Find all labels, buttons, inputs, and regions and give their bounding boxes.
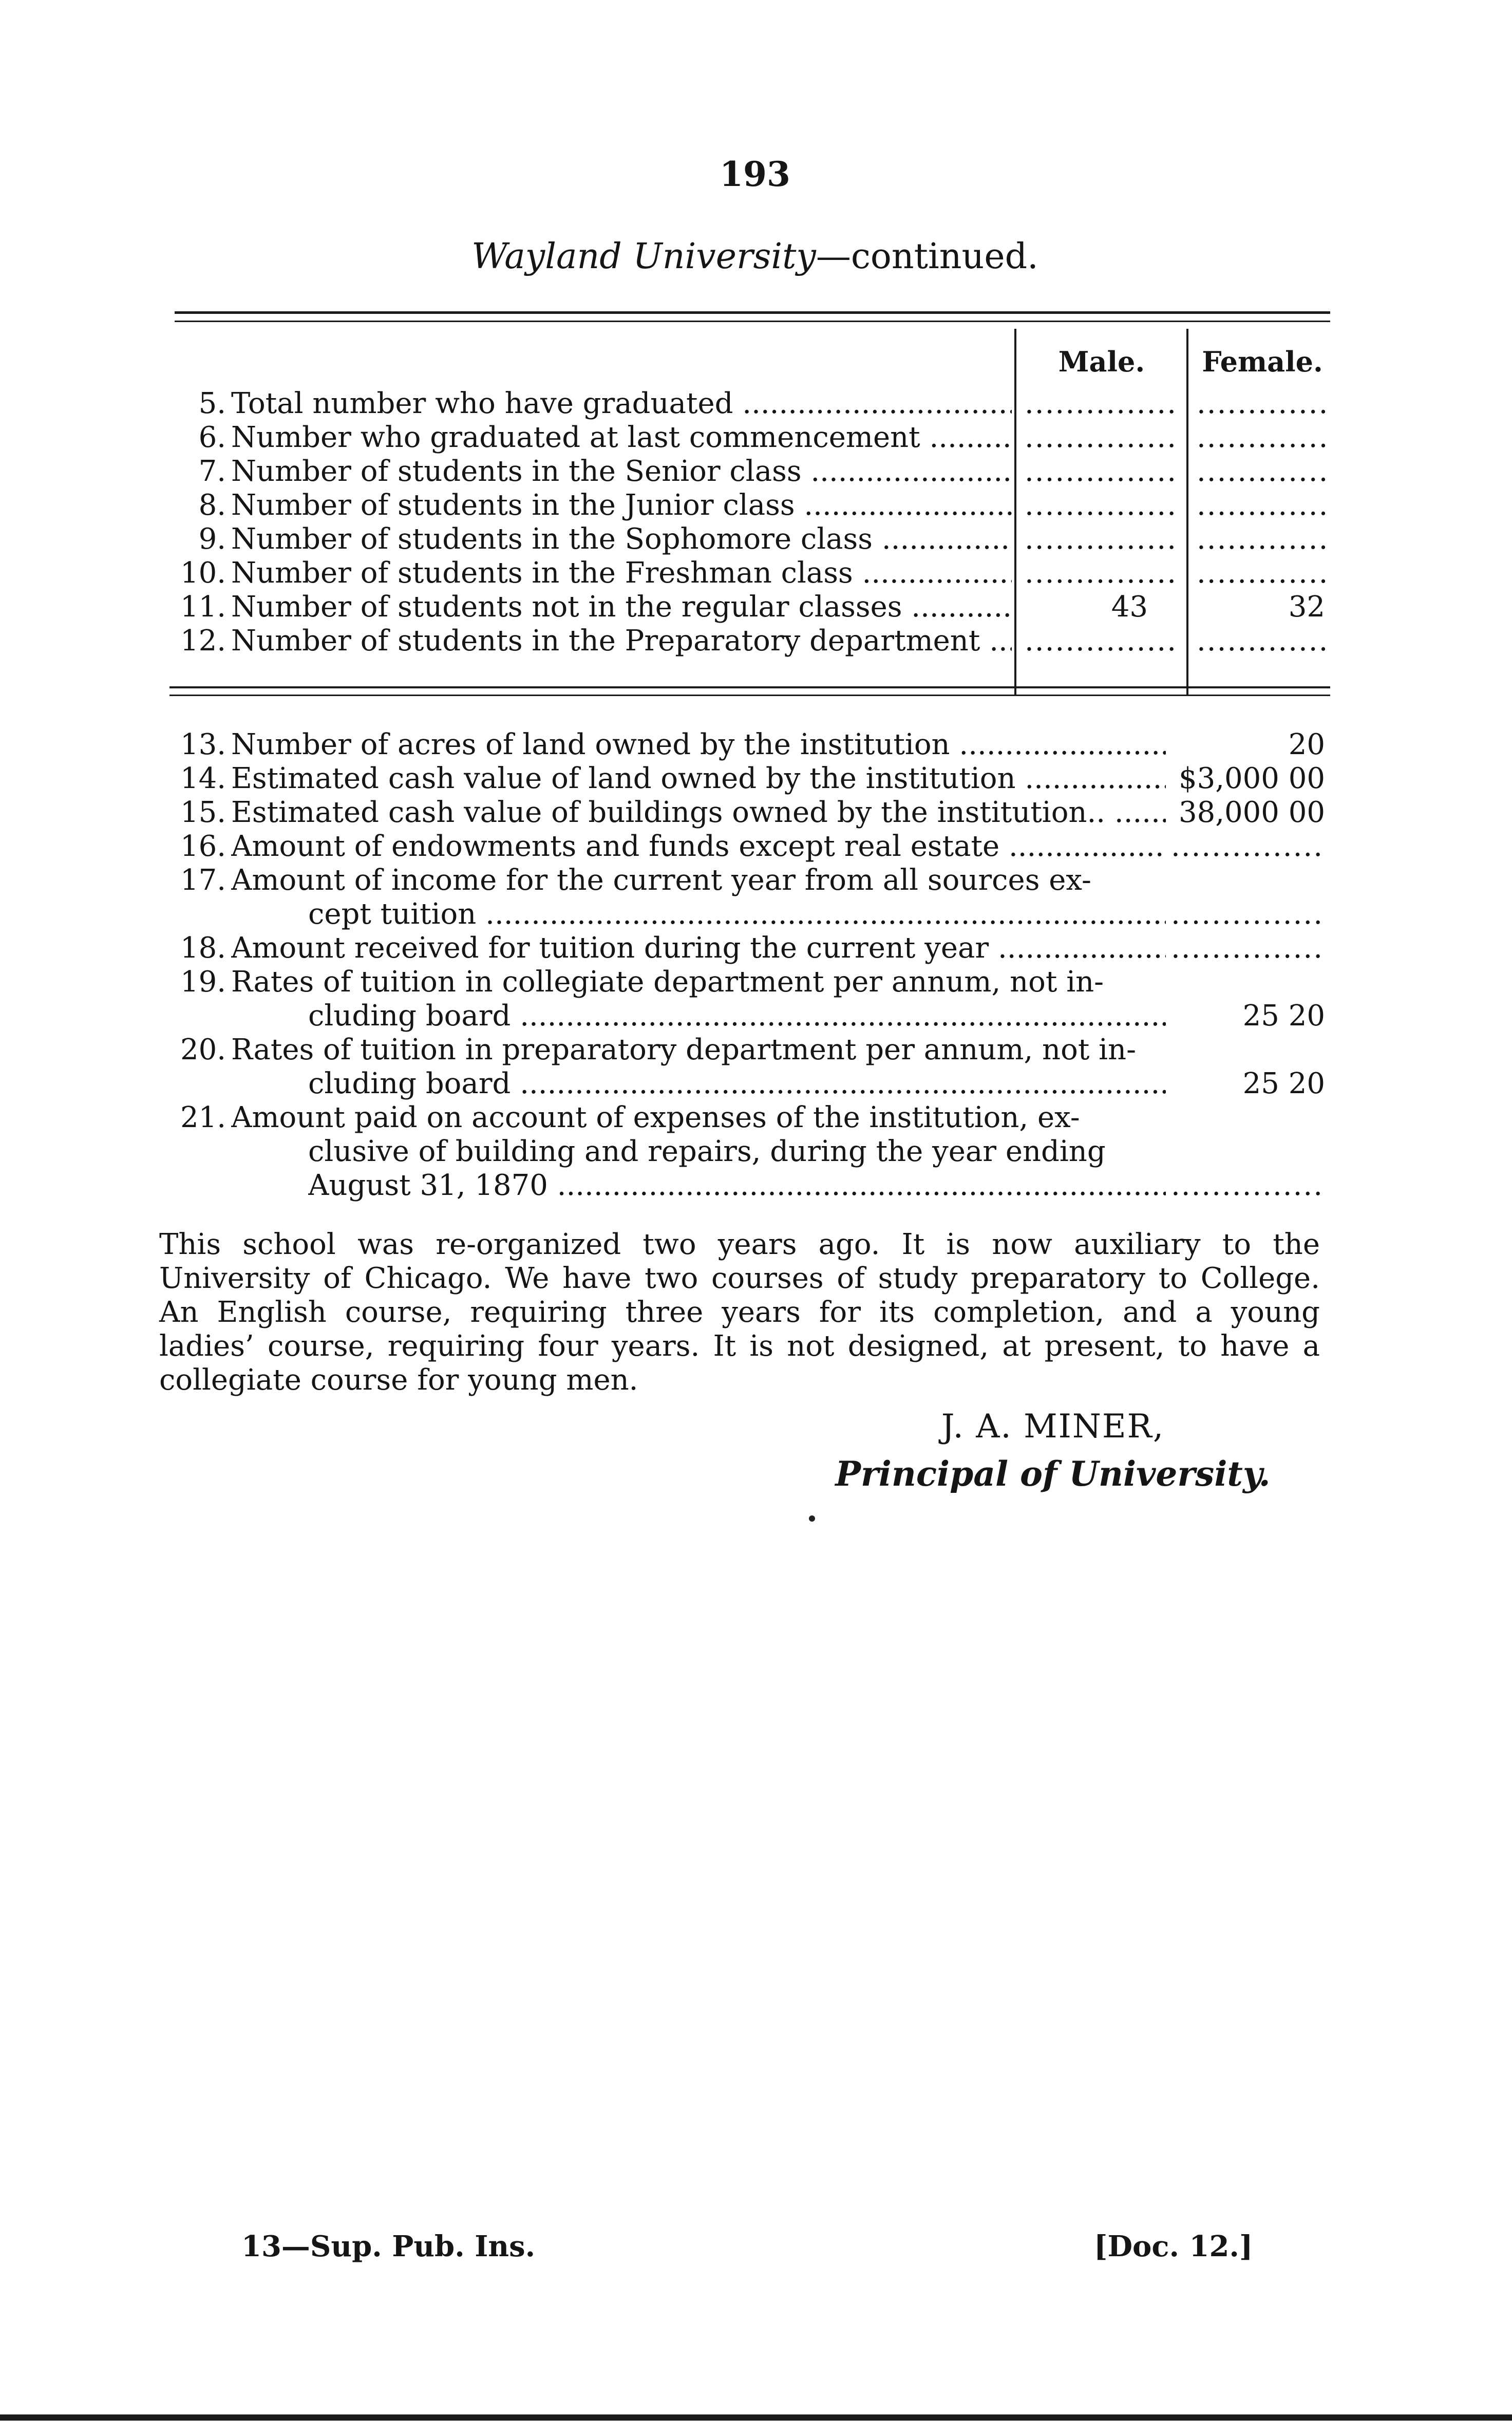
- item-number: 19.: [180, 965, 226, 999]
- table-row: [164, 556, 1012, 591]
- item-label: Estimated cash value of buildings owned by the institution.. .....: [231, 795, 1166, 830]
- row-label: Number of students in the Preparatory department .....: [231, 624, 1012, 659]
- body-paragraph: This school was re-organized two years ago. It is now auxiliary to the University of Chicago. We have two courses of study preparatory to College. An English course, requiring three years for its completion, and a young ladies’ course, requiring four years. It is not designed, at present, to have a collegiate course for young men.: [159, 1228, 1320, 1397]
- female-value: 32: [1288, 590, 1325, 624]
- item-value: 20: [1288, 728, 1325, 761]
- table-bottom-rule: [169, 686, 1330, 688]
- row-label: Number of students in the Junior class .....: [231, 488, 1012, 523]
- female-value: [1197, 522, 1325, 557]
- item-value: $3,000 00: [1178, 762, 1325, 795]
- male-value: [1025, 386, 1179, 421]
- item-label: Amount received for tuition during the current year .....: [231, 931, 1166, 966]
- item-number: 18.: [180, 931, 226, 965]
- column-divider-female: [1186, 329, 1188, 696]
- item-label: clusive of building and repairs, during the year ending: [308, 1135, 1106, 1168]
- page-bottom-edge: [0, 2414, 1512, 2421]
- item-line: [164, 1033, 1166, 1067]
- footer-signature-mark: 13—Sup. Pub. Ins.: [241, 2230, 536, 2263]
- item-label: Rates of tuition in collegiate department per annum, not in-: [231, 965, 1104, 999]
- row-label: Number of students in the Senior class .....: [231, 454, 1012, 489]
- female-value: [1197, 556, 1325, 591]
- table-row: [164, 386, 1012, 421]
- title-continued: —continued.: [816, 236, 1038, 277]
- item-number: 13.: [180, 728, 226, 761]
- column-divider-male: [1014, 329, 1016, 696]
- item-label: Rates of tuition in preparatory department per annum, not in-: [231, 1033, 1137, 1066]
- table-row: [164, 590, 1012, 625]
- item-line: [164, 795, 1166, 830]
- row-label: Total number who have graduated .....: [231, 386, 1012, 421]
- row-number: 8.: [198, 489, 226, 522]
- ink-dot-mark: [809, 1515, 815, 1522]
- item-label: Number of acres of land owned by the institution .....: [231, 727, 1166, 762]
- female-column-header: Female.: [1202, 345, 1323, 378]
- item-line: [164, 965, 1166, 1000]
- item-number: 17.: [180, 864, 226, 897]
- footer-document-number: [Doc. 12.]: [1094, 2230, 1253, 2263]
- female-value: [1197, 386, 1325, 421]
- row-number: 7.: [198, 455, 226, 488]
- item-value: [1171, 1168, 1325, 1203]
- row-number: 11.: [180, 590, 226, 624]
- item-line: [164, 1100, 1166, 1135]
- row-number: 12.: [180, 624, 226, 658]
- item-label: August 31, 1870 .....: [308, 1168, 1166, 1203]
- table-row: [164, 624, 1012, 659]
- item-value: [1171, 897, 1325, 932]
- row-number: 10.: [180, 556, 226, 590]
- item-label: cept tuition .....: [308, 897, 1166, 932]
- item-continuation-line: [164, 999, 1166, 1034]
- table-row: [164, 522, 1012, 557]
- male-value: [1025, 454, 1179, 489]
- signature-name: J. A. MINER,: [941, 1408, 1165, 1446]
- page-number: 193: [720, 154, 790, 194]
- male-value: [1025, 420, 1179, 455]
- row-number: 6.: [198, 421, 226, 454]
- table-bottom-rule-thin: [169, 695, 1330, 696]
- male-value: [1025, 556, 1179, 591]
- item-value: 38,000 00: [1178, 796, 1325, 829]
- item-number: 21.: [180, 1101, 226, 1134]
- item-continuation-line: [164, 1168, 1166, 1203]
- item-label: cluding board .....: [308, 1066, 1166, 1101]
- item-value: 25 20: [1242, 999, 1325, 1033]
- table-row: [164, 454, 1012, 489]
- item-label: Amount paid on account of expenses of the institution, ex-: [231, 1101, 1080, 1134]
- male-value: [1025, 522, 1179, 557]
- item-line: [164, 727, 1166, 762]
- page-title: [308, 236, 1202, 277]
- row-label: Number of students in the Freshman class .....: [231, 556, 1012, 591]
- item-value: 25 20: [1242, 1067, 1325, 1100]
- row-number: 9.: [198, 522, 226, 556]
- male-value: 43: [1111, 590, 1148, 624]
- item-label: Amount of income for the current year from all sources ex-: [231, 864, 1091, 897]
- table-row: [164, 488, 1012, 523]
- row-label: Number of students in the Sophomore class .....: [231, 522, 1012, 557]
- item-continuation-line: [164, 1134, 1166, 1169]
- item-number: 20.: [180, 1033, 226, 1066]
- item-continuation-line: [164, 897, 1166, 932]
- row-label: Number of students not in the regular classes .....: [231, 590, 1012, 625]
- item-number: 16.: [180, 830, 226, 863]
- table-row: [164, 420, 1012, 455]
- table-top-rule-thin: [175, 321, 1330, 322]
- item-line: [164, 863, 1166, 898]
- item-value: [1171, 931, 1325, 966]
- female-value: [1197, 488, 1325, 523]
- male-value: [1025, 488, 1179, 523]
- table-top-rule: [175, 311, 1330, 314]
- item-label: Estimated cash value of land owned by the institution .....: [231, 761, 1166, 796]
- item-line: [164, 761, 1166, 796]
- female-value: [1197, 624, 1325, 659]
- row-number: 5.: [198, 387, 226, 420]
- item-number: 15.: [180, 796, 226, 829]
- male-value: [1025, 624, 1179, 659]
- male-column-header: Male.: [1058, 345, 1145, 378]
- item-label: cluding board .....: [308, 999, 1166, 1034]
- item-continuation-line: [164, 1066, 1166, 1101]
- item-value: [1171, 829, 1325, 864]
- item-line: [164, 829, 1166, 864]
- signature-title: Principal of University.: [835, 1454, 1271, 1494]
- item-number: 14.: [180, 762, 226, 795]
- row-label: Number who graduated at last commencement .....: [231, 420, 1012, 455]
- title-institution: Wayland University: [471, 236, 816, 277]
- item-label: Amount of endowments and funds except real estate .....: [231, 829, 1166, 864]
- female-value: [1197, 420, 1325, 455]
- female-value: [1197, 454, 1325, 489]
- item-line: [164, 931, 1166, 966]
